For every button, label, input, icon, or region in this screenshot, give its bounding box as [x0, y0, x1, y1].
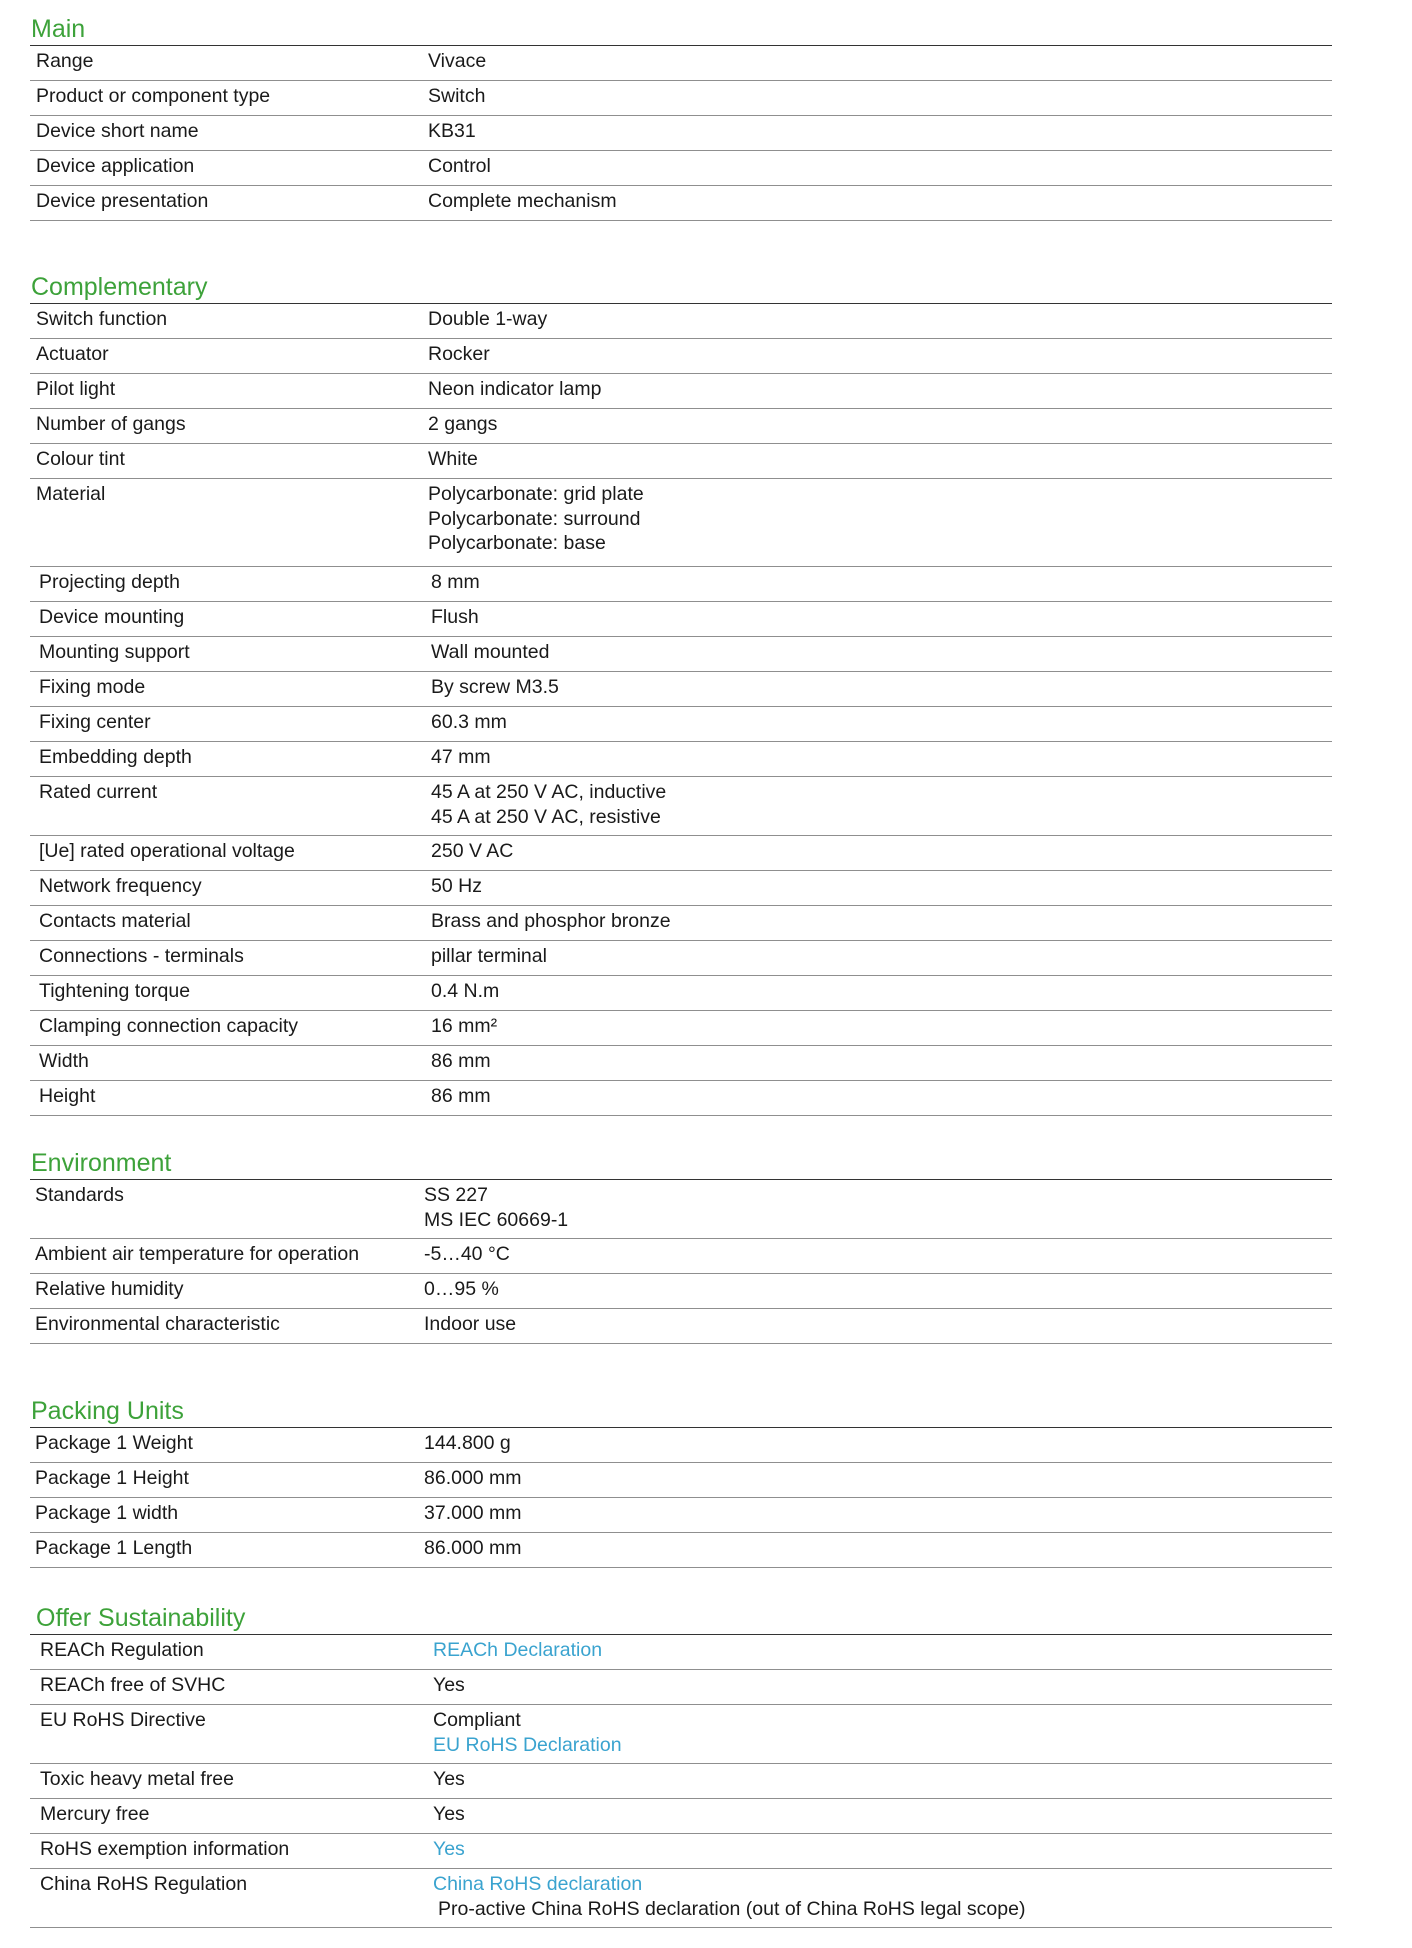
row-label: Device short name [36, 120, 199, 142]
value-line: Polycarbonate: grid plate [428, 483, 644, 505]
row-value: Vivace [428, 50, 487, 72]
table-row [30, 339, 1332, 374]
section-complementary [30, 272, 1332, 1116]
table-row [30, 1463, 1332, 1498]
row-value: 0.4 N.m [431, 980, 500, 1002]
row-value: -5…40 °C [424, 1243, 510, 1265]
row-label: Device presentation [36, 190, 209, 212]
row-value: Control [428, 155, 491, 177]
row-label: Number of gangs [36, 413, 186, 435]
table-row [30, 1180, 1332, 1239]
row-label: Product or component type [36, 85, 271, 107]
value-line: Polycarbonate: surround [428, 507, 641, 530]
row-value: 37.000 mm [424, 1502, 522, 1524]
row-value: 86 mm [431, 1050, 491, 1072]
table-row [30, 151, 1332, 186]
row-value: 2 gangs [428, 413, 498, 435]
row-value: 8 mm [431, 571, 480, 593]
row-value: 86.000 mm [424, 1467, 522, 1489]
china-rohs-note: Pro-active China RoHS declaration (out of China RoHS legal scope) [438, 1897, 1026, 1920]
section-title-complementary: Complementary [30, 272, 1332, 304]
value-line: Compliant [433, 1709, 521, 1731]
table-row [30, 1011, 1332, 1046]
row-label: Toxic heavy metal free [40, 1768, 235, 1790]
value-line: MS IEC 60669-1 [424, 1208, 569, 1231]
row-label: Standards [35, 1184, 124, 1206]
row-label: Switch function [36, 308, 168, 330]
row-value [428, 482, 644, 556]
table-row [30, 941, 1332, 976]
table-row [30, 1869, 1332, 1928]
table-row [30, 409, 1332, 444]
table-row [30, 374, 1332, 409]
table-row [30, 1635, 1332, 1670]
row-label: EU RoHS Directive [40, 1709, 206, 1731]
row-label: Mercury free [40, 1803, 150, 1825]
row-label: Package 1 Length [35, 1537, 193, 1559]
row-label: Network frequency [39, 875, 202, 897]
table-row [30, 602, 1332, 637]
row-value: 86.000 mm [424, 1537, 522, 1559]
table-row [30, 1081, 1332, 1116]
row-label: Embedding depth [39, 746, 192, 768]
row-label: Width [39, 1050, 89, 1072]
table-row [30, 1533, 1332, 1568]
section-title-environment: Environment [30, 1148, 1332, 1180]
table-row [30, 1799, 1332, 1834]
row-label: Projecting depth [39, 571, 180, 593]
row-value: Rocker [428, 343, 490, 365]
row-value [431, 780, 666, 829]
row-value: Complete mechanism [428, 190, 617, 212]
section-main [30, 14, 1332, 221]
eu-rohs-declaration-link[interactable]: EU RoHS Declaration [433, 1733, 622, 1756]
row-label: Clamping connection capacity [39, 1015, 299, 1037]
row-label: Package 1 width [35, 1502, 179, 1524]
row-label: Device application [36, 155, 195, 177]
table-row [30, 1670, 1332, 1705]
table-row [30, 1834, 1332, 1869]
row-label: Fixing center [39, 711, 151, 733]
row-value [433, 1708, 622, 1757]
row-label: Tightening torque [39, 980, 191, 1002]
row-label: Environmental characteristic [35, 1313, 280, 1335]
row-label: Material [36, 483, 106, 505]
row-value: 0…95 % [424, 1278, 499, 1300]
row-value: Yes [433, 1768, 465, 1790]
value-line: 45 A at 250 V AC, inductive [431, 781, 667, 803]
row-value: Switch [428, 85, 486, 107]
row-value: 60.3 mm [431, 711, 507, 733]
row-value: Yes [433, 1803, 465, 1825]
table-row [30, 186, 1332, 221]
row-label: REACh free of SVHC [40, 1674, 226, 1696]
row-value: 50 Hz [431, 875, 482, 897]
row-value: White [428, 448, 478, 470]
row-value: Indoor use [424, 1313, 517, 1335]
row-label: Device mounting [39, 606, 185, 628]
table-row [30, 742, 1332, 777]
table-row [30, 1498, 1332, 1533]
table-row [30, 976, 1332, 1011]
row-value: Neon indicator lamp [428, 378, 602, 400]
row-label: China RoHS Regulation [40, 1873, 248, 1895]
china-rohs-declaration-link[interactable]: China RoHS declaration [433, 1873, 643, 1895]
table-row [30, 479, 1332, 567]
row-label: Colour tint [36, 448, 125, 470]
row-label: Pilot light [36, 378, 116, 400]
table-row [30, 707, 1332, 742]
row-value [433, 1872, 1025, 1921]
row-label: Package 1 Weight [35, 1432, 193, 1454]
section-offer-sustainability [30, 1603, 1332, 1928]
row-label: Actuator [36, 343, 109, 365]
row-label: Rated current [39, 781, 158, 803]
row-value: Flush [431, 606, 479, 628]
value-line: 45 A at 250 V AC, resistive [431, 805, 661, 828]
row-value: 47 mm [431, 746, 491, 768]
table-row [30, 871, 1332, 906]
table-row [30, 1705, 1332, 1764]
rohs-exemption-link[interactable]: Yes [433, 1838, 465, 1860]
table-row [30, 444, 1332, 479]
section-title-main: Main [30, 14, 1332, 46]
row-value: 250 V AC [431, 840, 514, 862]
table-row [30, 836, 1332, 871]
table-row [30, 567, 1332, 602]
row-label: [Ue] rated operational voltage [39, 840, 295, 862]
row-label: Relative humidity [35, 1278, 184, 1300]
table-row [30, 672, 1332, 707]
row-value: Wall mounted [431, 641, 550, 663]
table-row [30, 1046, 1332, 1081]
section-packing-units [30, 1396, 1332, 1568]
value-line: Polycarbonate: base [428, 532, 606, 554]
table-row [30, 1274, 1332, 1309]
row-value: 86 mm [431, 1085, 491, 1107]
row-label: Range [36, 50, 94, 72]
row-value: Brass and phosphor bronze [431, 910, 671, 932]
table-row [30, 777, 1332, 836]
row-label: Ambient air temperature for operation [35, 1243, 360, 1265]
row-label: Mounting support [39, 641, 190, 663]
row-value: By screw M3.5 [431, 676, 559, 698]
table-row [30, 46, 1332, 81]
row-value: 16 mm² [431, 1015, 498, 1037]
row-label: Contacts material [39, 910, 191, 932]
row-label: RoHS exemption information [40, 1838, 290, 1860]
row-label: Fixing mode [39, 676, 146, 698]
table-row [30, 81, 1332, 116]
table-row [30, 1309, 1332, 1344]
row-value: KB31 [428, 120, 476, 142]
section-title-offer-sustainability: Offer Sustainability [30, 1603, 1332, 1635]
row-value [424, 1183, 568, 1232]
row-label: Height [39, 1085, 96, 1107]
table-row [30, 1764, 1332, 1799]
table-row [30, 116, 1332, 151]
table-row [30, 906, 1332, 941]
table-row [30, 304, 1332, 339]
section-environment [30, 1148, 1332, 1344]
table-row [30, 637, 1332, 672]
reach-declaration-link[interactable]: REACh Declaration [433, 1639, 603, 1661]
value-line: SS 227 [424, 1184, 488, 1206]
row-value: pillar terminal [431, 945, 547, 967]
table-row [30, 1239, 1332, 1274]
table-row [30, 1428, 1332, 1463]
row-label: Connections - terminals [39, 945, 244, 967]
section-title-packing-units: Packing Units [30, 1396, 1332, 1428]
row-label: Package 1 Height [35, 1467, 189, 1489]
row-label: REACh Regulation [40, 1639, 204, 1661]
row-value: Double 1-way [428, 308, 548, 330]
row-value: Yes [433, 1674, 465, 1696]
row-value: 144.800 g [424, 1432, 511, 1454]
